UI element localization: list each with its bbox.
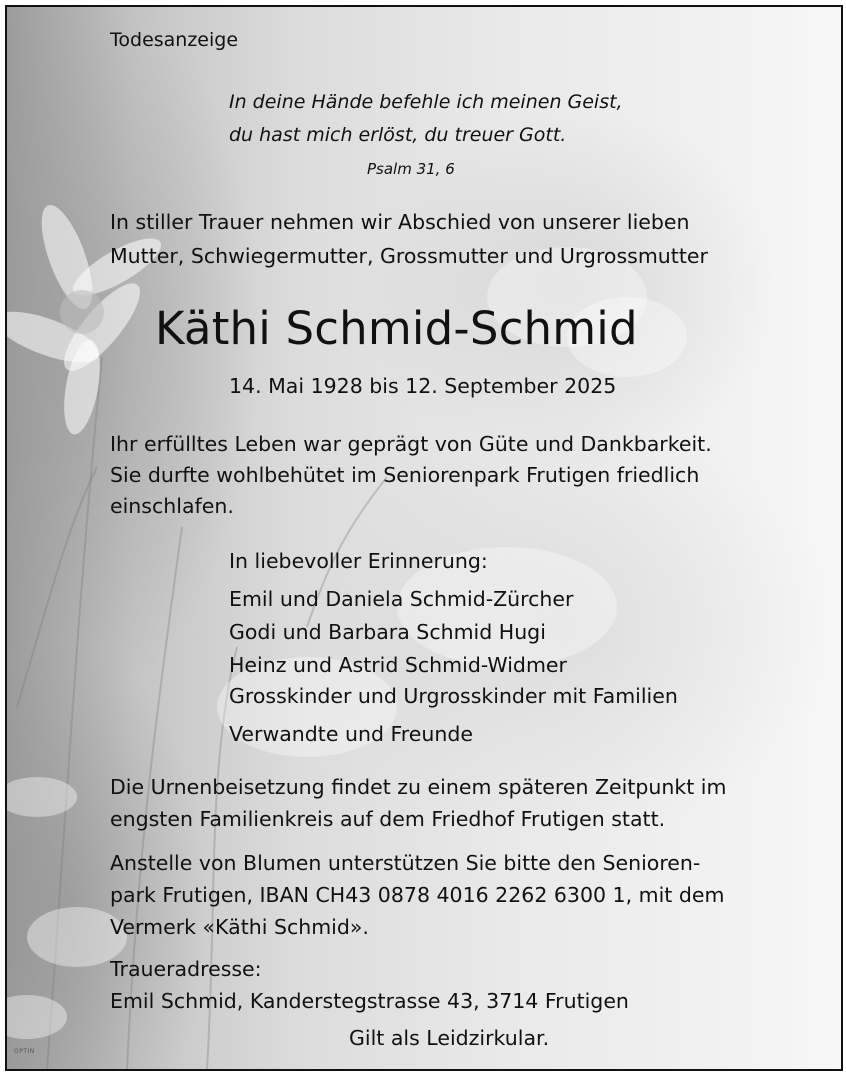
closing-note: Gilt als Leidzirkular. (349, 1026, 550, 1050)
intro-line: Mutter, Schwiegermutter, Grossmutter und Urgrossmutter (110, 244, 708, 268)
deceased-name: Käthi Schmid-Schmid (155, 302, 638, 355)
burial-line: Die Urnenbeisetzung findet zu einem späteren Zeitpunkt im (110, 775, 727, 799)
donation-line: park Frutigen, IBAN CH43 0878 4016 2262 6300 1, mit dem (110, 883, 725, 907)
donation-line: Anstelle von Blumen unterstützen Sie bitte den Senioren- (110, 851, 701, 875)
intro-line: In stiller Trauer nehmen wir Abschied von unserer lieben (110, 210, 690, 234)
verse-line: du hast mich erlöst, du treuer Gott. (229, 124, 567, 146)
tribute-line: Ihr erfülltes Leben war geprägt von Güte und Dankbarkeit. (110, 432, 712, 456)
life-dates: 14. Mai 1928 bis 12. September 2025 (229, 374, 617, 398)
tribute-line: einschlafen. (110, 494, 234, 518)
print-mark: OPTIN (14, 1048, 35, 1055)
mourner-line: Godi und Barbara Schmid Hugi (229, 620, 546, 644)
tribute-line: Sie durfte wohlbehütet im Seniorenpark Frutigen friedlich (110, 463, 700, 487)
verse-source: Psalm 31, 6 (367, 160, 455, 178)
mourner-line: Emil und Daniela Schmid-Zürcher (229, 587, 574, 611)
notice-kicker: Todesanzeige (110, 29, 239, 51)
donation-line: Vermerk «Käthi Schmid». (110, 915, 369, 939)
daisy-flower-icon (7, 199, 168, 437)
relatives-line: Verwandte und Freunde (229, 722, 473, 746)
burial-line: engsten Familienkreis auf dem Friedhof Frutigen statt. (110, 807, 666, 831)
address-line: Emil Schmid, Kanderstegstrasse 43, 3714 Frutigen (110, 989, 629, 1013)
remembrance-heading: In liebevoller Erinnerung: (229, 549, 488, 573)
obituary-card (5, 5, 843, 1071)
mourner-line: Heinz und Astrid Schmid-Widmer (229, 653, 567, 677)
verse-line: In deine Hände befehle ich meinen Geist, (229, 91, 623, 113)
mourner-line: Grosskinder und Urgrosskinder mit Familien (229, 684, 678, 708)
address-label: Traueradresse: (110, 957, 262, 981)
